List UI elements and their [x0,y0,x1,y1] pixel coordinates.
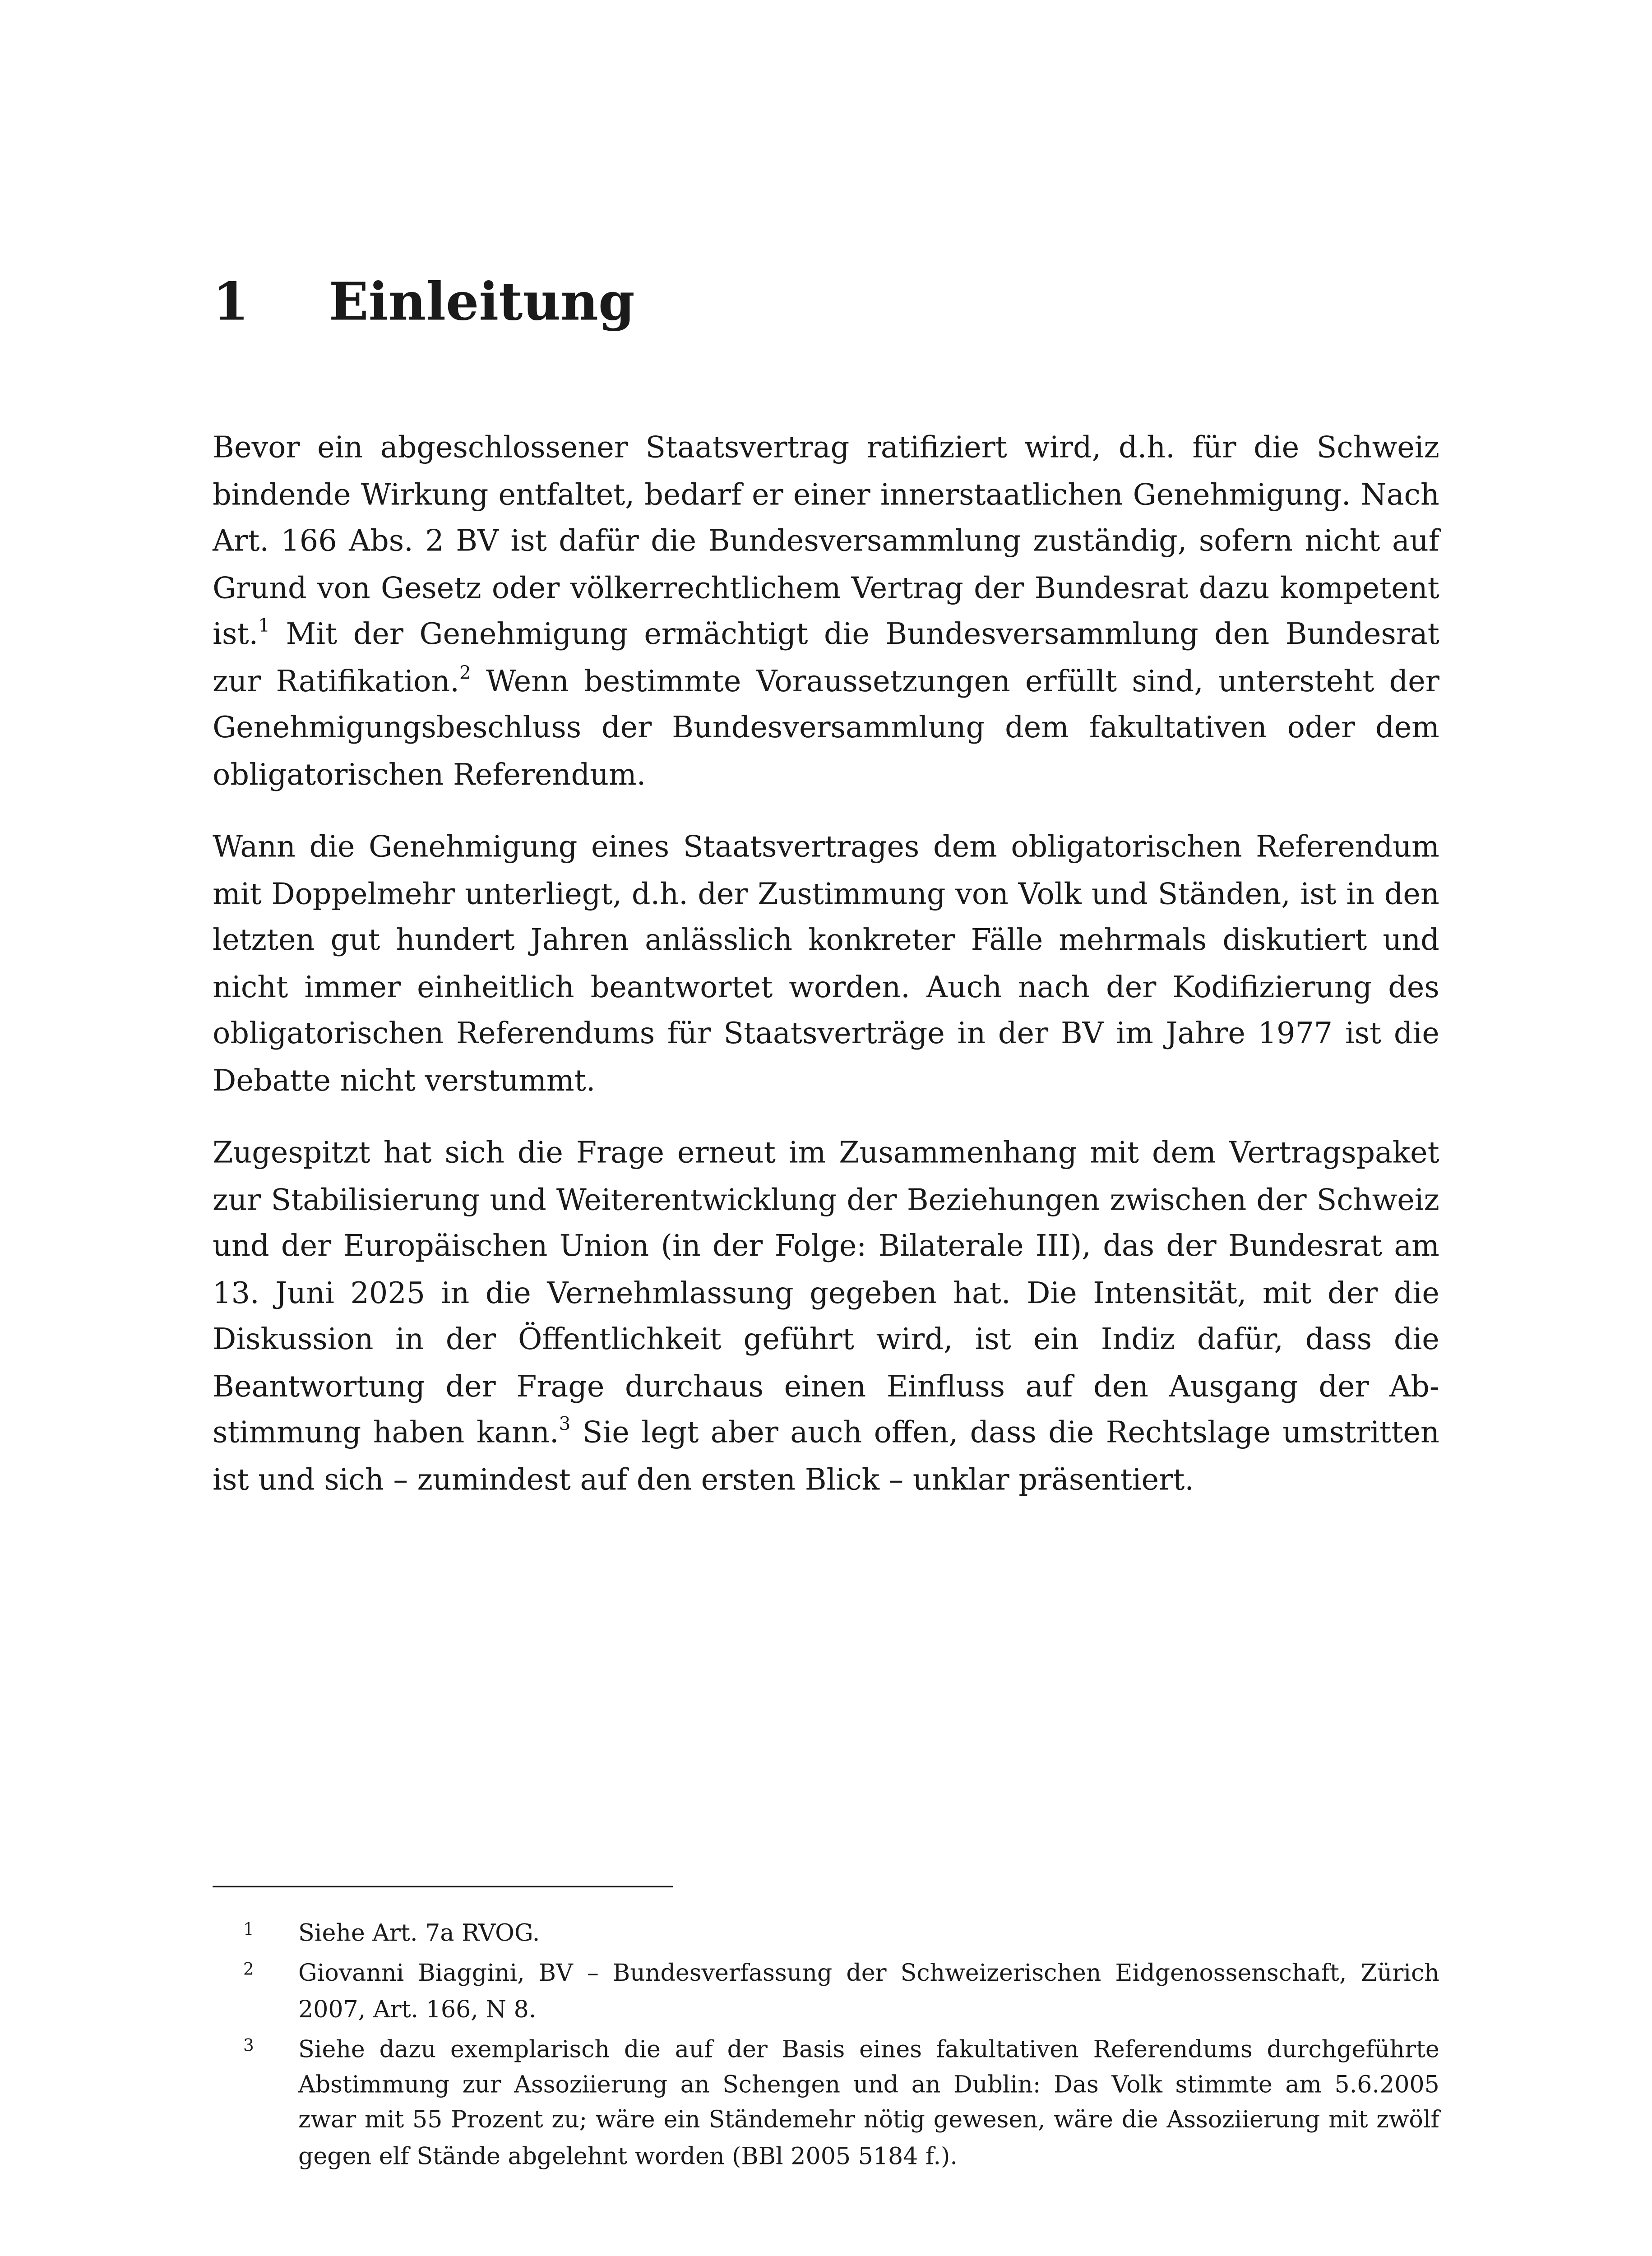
footnote-text: Giovanni Biaggini, BV – Bundesverfassung der Schweizerischen Eidgenossenschaft, Zürich 2007, Art. 166, N 8. [298,1960,1439,2023]
chapter-title: Einleitung [329,272,635,333]
footnote-item [213,2033,1439,2175]
footnote-number: 1 [243,1919,254,1940]
paragraph-3: Zugespitzt hat sich die Frage erneut im Zusammenhang mit dem Vertragspaket zur Stabilisierung und Weiterentwicklung der Beziehungen zwischen der Schweiz und der Europäischen Union (in der Folge: Bilaterale III), das der Bundesrat am 13. Juni 2025 in die Vernehmlassung gegeben hat. Die Intensität, mit der die Diskussion in der Öffentlichkeit geführt wird, ist ein Indiz dafür, dass die Beantwortung der Frage durchaus einen Einfluss auf den Ausgang der Abstimmung haben kann.$^3$ Sie legt aber auch offen, dass die Rechtslage umstritten ist und sich – zumindest auf den ersten Blick – unklar präsentiert. [213,1135,1439,1497]
footnote-item [213,1957,1439,2028]
footnote-ref-2[interactable]: 2 [459,661,471,683]
paragraph-1: Bevor ein abgeschlossener Staatsvertrag ratifiziert wird, d.h. für die Schweiz bindende Wirkung entfaltet, bedarf er einer innerstaatlichen Genehmigung. Nach Art. 166 Abs. 2 BV ist dafür die Bundesversammlung zuständig, sofern nicht auf Grund von Gesetz oder völkerrechtlichem Vertrag der Bundesrat dazu kompetent ist.$^1$ Mit der Genehmigung ermächtigt die Bundesversammlung den Bundesrat zur Ratifikation.$^2$ Wenn bestimmte Voraussetzungen erfüllt sind, untersteht der Genehmigungsbeschluss der Bundesversammlung dem fakultativen oder dem obligatorischen Referendum. [213,430,1439,792]
body-text [213,425,1439,1529]
footnotes [213,1916,1439,2179]
footnote-separator [213,1886,673,1887]
chapter-heading [213,263,634,342]
footnote-number: 2 [243,1960,254,1980]
footnote-ref-3[interactable]: 3 [559,1413,571,1435]
footnote-text: Siehe Art. 7a RVOG. [298,1919,540,1947]
footnote-number: 3 [243,2035,254,2056]
footnote-text: Siehe dazu exemplarisch die auf der Basis eines fakultativen Referendums durchgeführte Abstimmung zur Assoziierung an Schengen und an Dublin: Das Volk stimmte am 5.6.2005 zwar mit 55 Prozent zu; wäre ein Ständemehr nötig gewesen, wäre die Assoziierung mit zwölf gegen elf Stände abgelehnt worden (BBl 2005 5184 f.). [298,2035,1439,2170]
paragraph-2: Wann die Genehmigung eines Staatsvertrages dem obligatorischen Referendum mit Doppelmehr unterliegt, d.h. der Zustimmung von Volk und Ständen, ist in den letzten gut hundert Jahren anlässlich konkreter Fälle mehrmals diskutiert und nicht immer einheitlich beantwortet worden. Auch nach der Kodifizierung des obligatorischen Referendums für Staatsverträge in der BV im Jahre 1977 ist die Debatte nicht verstummt. [213,829,1439,1098]
footnote-item [213,1916,1439,1952]
footnote-ref-1[interactable]: 1 [258,615,270,637]
chapter-number: 1 [213,272,249,333]
